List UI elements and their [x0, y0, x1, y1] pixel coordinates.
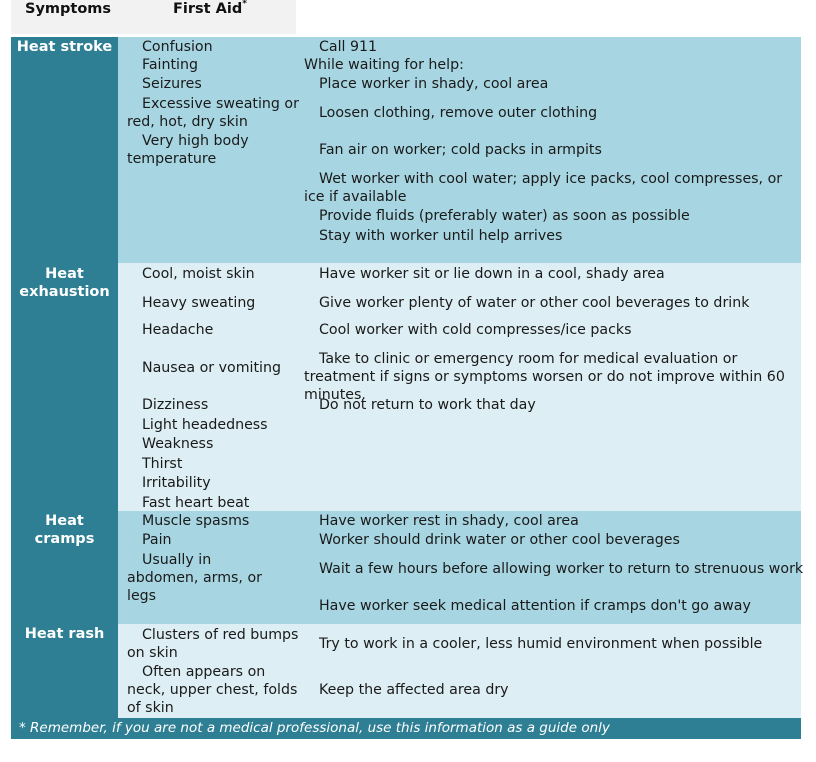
symptom-item: Fast heart beat [142, 495, 250, 511]
first-aid-item: Take to clinic or emergency room for medical evaluation or treatment if signs or symptoms worsen or do not improve within 60 minutes. [304, 351, 785, 403]
section-label-column [11, 511, 118, 624]
symptom-item: Irritability [142, 475, 211, 491]
section-title-heat-cramps-line1: Heat [45, 513, 84, 529]
symptom-item: Muscle spasms [142, 513, 250, 529]
first-aid-item: Try to work in a cooler, less humid environment when possible [319, 636, 763, 652]
symptom-item: Clusters of red bumps on skin [127, 627, 299, 661]
symptoms-column-header: Symptoms [25, 1, 112, 17]
first-aid-item: Worker should drink water or other cool beverages [319, 532, 680, 548]
symptom-item: Often appears on neck, upper chest, folds of skin [127, 664, 298, 716]
first-aid-item: Place worker in shady, cool area [319, 76, 549, 92]
first-aid-item: Have worker rest in shady, cool area [319, 513, 579, 529]
section-label-column [11, 624, 118, 718]
table-header [11, 0, 296, 34]
first-aid-item: Wait a few hours before allowing worker to return to strenuous work [319, 561, 804, 577]
section-heat-rash [11, 624, 801, 718]
symptom-item: Thirst [142, 456, 183, 472]
symptom-item: Dizziness [142, 397, 209, 413]
first-aid-item: Cool worker with cold compresses/ice packs [319, 322, 632, 338]
section-heat-stroke [11, 37, 801, 263]
footnote-text: * Remember, if you are not a medical professional, use this information as a guide only [19, 720, 610, 736]
symptom-item: Cool, moist skin [142, 266, 255, 282]
first-aid-column-header [173, 1, 247, 17]
symptom-item: Pain [142, 532, 172, 548]
symptom-item: Very high body temperature [127, 133, 249, 167]
footnote-bar [11, 718, 801, 739]
section-title-heat-exhaustion-line1: Heat [45, 266, 84, 282]
symptom-item: Seizures [142, 76, 202, 92]
first-aid-item: Fan air on worker; cold packs in armpits [319, 142, 602, 158]
first-aid-item: Wet worker with cool water; apply ice packs, cool compresses, or ice if available [304, 171, 783, 205]
symptom-item: Usually in abdomen, arms, or legs [127, 552, 262, 604]
symptom-item: Fainting [142, 57, 198, 73]
first-aid-footnote-marker: * [242, 0, 247, 9]
section-label-column [11, 37, 118, 263]
first-aid-item: Call 911 [319, 39, 378, 55]
symptom-item: Confusion [142, 39, 213, 55]
first-aid-item: Provide fluids (preferably water) as soon as possible [319, 208, 690, 224]
symptom-item: Headache [142, 322, 214, 338]
first-aid-header-text: First Aid [173, 1, 243, 17]
symptom-item: Heavy sweating [142, 295, 256, 311]
first-aid-item: Keep the affected area dry [319, 682, 509, 698]
section-title-heat-cramps-line2: cramps [34, 531, 95, 547]
first-aid-item: Have worker seek medical attention if cramps don't go away [319, 598, 751, 614]
section-heat-cramps [11, 511, 804, 624]
section-title-heat-exhaustion-line2: exhaustion [19, 284, 110, 300]
section-heat-exhaustion [11, 263, 801, 511]
first-aid-item: Stay with worker until help arrives [319, 228, 563, 244]
section-title-heat-stroke: Heat stroke [16, 39, 113, 55]
symptom-item: Weakness [142, 436, 214, 452]
first-aid-item: Give worker plenty of water or other cool beverages to drink [319, 295, 750, 311]
section-title-heat-rash: Heat rash [24, 626, 105, 642]
first-aid-item: While waiting for help: [304, 57, 464, 73]
symptom-item: Nausea or vomiting [142, 360, 281, 376]
first-aid-item: Loosen clothing, remove outer clothing [319, 105, 598, 121]
symptom-item: Excessive sweating or red, hot, dry skin [127, 96, 299, 130]
symptom-item: Light headedness [142, 417, 268, 433]
section-label-column [11, 263, 118, 511]
first-aid-item: Do not return to work that day [319, 397, 536, 413]
first-aid-item: Have worker sit or lie down in a cool, shady area [319, 266, 665, 282]
